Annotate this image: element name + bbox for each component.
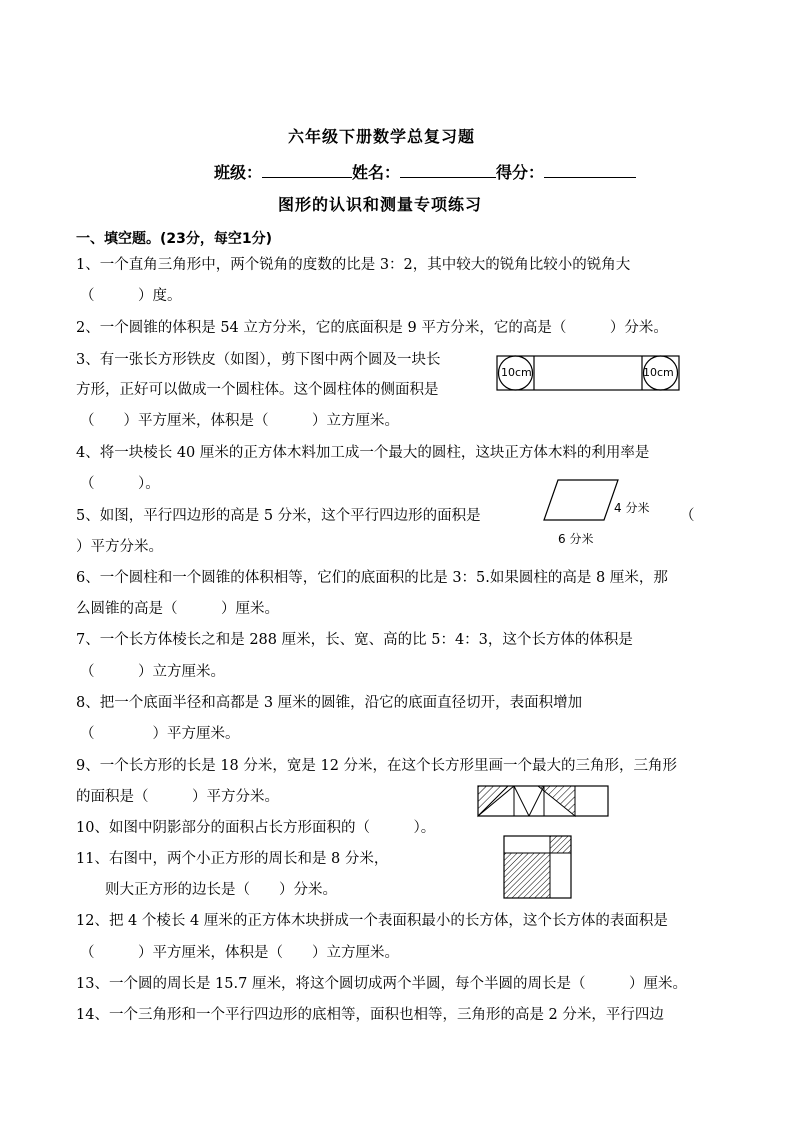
class-label: 班级：: [214, 163, 263, 182]
question-3-line-2: 方形，正好可以做成一个圆柱体。这个圆柱体的侧面积是: [76, 382, 439, 398]
name-field[interactable]: [400, 161, 496, 178]
score-label: 得分：: [496, 163, 545, 182]
score-field[interactable]: [544, 161, 636, 178]
question-3-line-1: 3、有一张长方形铁皮（如图），剪下图中两个圆及一块长: [76, 352, 441, 368]
question-9-line-1: 9、一个长方形的长是 18 分米，宽是 12 分米，在这个长方形里画一个最大的三角形，三角形: [76, 758, 678, 774]
shaded-rectangle-figure: [474, 784, 610, 820]
question-4-line-1: 4、将一块棱长 40 厘米的正方体木料加工成一个最大的圆柱，这块正方体木料的利用率是: [76, 445, 650, 461]
circle-left-label: 10cm: [501, 366, 532, 379]
question-8-line-2: （ ）平方厘米。: [80, 726, 240, 742]
question-11-line-2: 则大正方形的边长是（ ）分米。: [105, 882, 337, 898]
question-5-line-2: ）平方分米。: [76, 539, 163, 555]
parallelogram-figure: [538, 476, 668, 548]
question-7-line-2: （ ）立方厘米。: [80, 664, 225, 680]
question-8-line-1: 8、把一个底面半径和高都是 3 厘米的圆锥，沿它的底面直径切开，表面积增加: [76, 695, 583, 711]
question-12-line-1: 12、把 4 个棱长 4 厘米的正方体木块拼成一个表面积最小的长方体，这个长方体的表面积是: [76, 913, 668, 929]
class-field[interactable]: [262, 161, 352, 178]
page-subtitle: 图形的认识和测量专项练习: [278, 195, 483, 214]
question-6-line-2: 么圆锥的高是（ ）厘米。: [76, 601, 279, 617]
page-title: 六年级下册数学总复习题: [288, 127, 476, 146]
side-length-label: 4 分米: [614, 501, 650, 515]
question-4-line-2: （ ）。: [80, 476, 160, 492]
student-info-row: [214, 160, 636, 183]
question-13: 13、一个圆的周长是 15.7 厘米，将这个圆切成两个半圆，每个半圆的周长是（ ）厘米。: [76, 976, 687, 992]
name-label: 姓名：: [352, 163, 401, 182]
question-12-line-2: （ ）平方厘米，体积是（ ）立方厘米。: [80, 945, 399, 961]
question-5-line-1: 5、如图，平行四边形的高是 5 分米，这个平行四边形的面积是: [76, 508, 481, 524]
question-7-line-1: 7、一个长方体棱长之和是 288 厘米，长、宽、高的比 5：4：3，这个长方体的体积是: [76, 632, 633, 648]
question-3-line-3: （ ）平方厘米，体积是（ ）立方厘米。: [80, 413, 399, 429]
question-1-line-1: 1、一个直角三角形中，两个锐角的度数的比是 3：2，其中较大的锐角比较小的锐角大: [76, 257, 631, 273]
squares-figure: [502, 834, 574, 900]
question-1-line-2: （ ）度。: [80, 288, 182, 304]
question-2: 2、一个圆锥的体积是 54 立方分米，它的底面积是 9 平方分米，它的高是（ ）分米。: [76, 320, 668, 336]
section-heading: 一、填空题。(23分，每空1分): [76, 231, 273, 247]
base-length-label: 6 分米: [558, 532, 594, 546]
question-9-line-2: 的面积是（ ）平方分米。: [76, 789, 279, 805]
sheet-figure: [496, 352, 682, 394]
question-6-line-1: 6、一个圆柱和一个圆锥的体积相等，它们的底面积的比是 3：5.如果圆柱的高是 8 厘米，那: [76, 570, 668, 586]
circle-right-label: 10cm: [643, 366, 674, 379]
question-10: 10、如图中阴影部分的面积占长方形面积的（ ）。: [76, 820, 436, 836]
question-5-paren: （: [680, 508, 695, 524]
question-11-line-1: 11、右图中，两个小正方形的周长和是 8 分米，: [76, 851, 389, 867]
question-14: 14、一个三角形和一个平行四边形的底相等，面积也相等，三角形的高是 2 分米，平行四边: [76, 1007, 664, 1023]
